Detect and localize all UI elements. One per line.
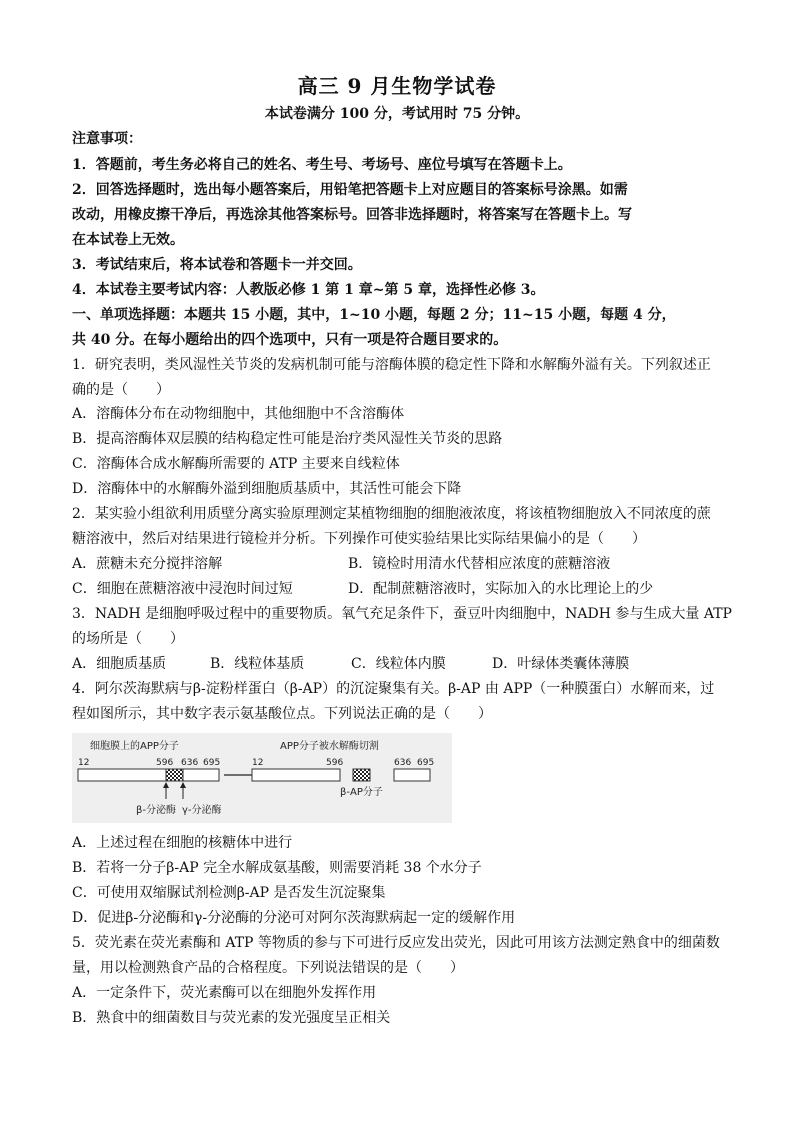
option-b: B．线粒体基质 bbox=[210, 656, 305, 672]
question-stem: 确的是（ ） bbox=[72, 382, 170, 398]
option-a: A．蔗糖未充分搅拌溶解 bbox=[72, 556, 223, 572]
app-n-fragment bbox=[252, 769, 340, 781]
notice-item: 1．答题前，考生务必将自己的姓名、考生号、考场号、座位号填写在答题卡上。 bbox=[72, 157, 572, 173]
app-diagram bbox=[72, 733, 452, 823]
section-heading: 共 40 分。在每小题给出的四个选项中，只有一项是符合题目要求的。 bbox=[72, 332, 508, 348]
notice-item: 2．回答选择题时，选出每小题答案后，用铅笔把答题卡上对应题目的答案标号涂黑。如需 bbox=[72, 182, 628, 198]
aa-position-695: 695 bbox=[203, 758, 221, 768]
beta-ap-label: β-AP分子 bbox=[340, 787, 383, 798]
beta-ap-segment bbox=[166, 769, 183, 781]
option-b: B．镜检时用清水代替相应浓度的蔗糖溶液 bbox=[348, 556, 611, 572]
exam-title: 高三 9 月生物学试卷 bbox=[297, 74, 497, 98]
option-d: D．促进β-分泌酶和γ-分泌酶的分泌可对阿尔茨海默病起一定的缓解作用 bbox=[72, 910, 516, 926]
app-segment-right bbox=[183, 769, 219, 781]
beta-secretase-label: β-分泌酶 bbox=[136, 805, 176, 816]
notice-item: 在本试卷上无效。 bbox=[72, 232, 184, 248]
app-segment-left bbox=[78, 769, 166, 781]
app-c-fragment bbox=[394, 769, 430, 781]
gamma-secretase-label: γ-分泌酶 bbox=[182, 805, 222, 816]
notice-item: 4．本试卷主要考试内容：人教版必修 1 第 1 章~第 5 章，选择性必修 3。 bbox=[72, 282, 545, 298]
option-d: D．叶绿体类囊体薄膜 bbox=[492, 656, 630, 672]
aa-position-596: 596 bbox=[156, 758, 174, 768]
aa-position-636: 636 bbox=[394, 758, 412, 768]
option-c: C．细胞在蔗糖溶液中浸泡时间过短 bbox=[72, 581, 293, 597]
question-stem: 量，用以检测熟食产品的合格程度。下列说法错误的是（ ） bbox=[72, 960, 464, 976]
option-c: C．可使用双缩脲试剂检测β-AP 是否发生沉淀聚集 bbox=[72, 885, 386, 901]
label-left: 细胞膜上的APP分子 bbox=[90, 741, 179, 752]
question-stem: 1．研究表明，类风湿性关节炎的发病机制可能与溶酶体膜的稳定性下降和水解酶外溢有关。下列叙述正 bbox=[72, 357, 711, 373]
option-a: A．上述过程在细胞的核糖体中进行 bbox=[72, 835, 293, 851]
option-c: C．溶酶体合成水解酶所需要的 ATP 主要来自线粒体 bbox=[72, 456, 400, 472]
option-b: B．熟食中的细菌数目与荧光素的发光强度呈正相关 bbox=[72, 1010, 391, 1026]
option-c: C．线粒体内膜 bbox=[351, 656, 446, 672]
aa-position-636: 636 bbox=[181, 758, 199, 768]
app-cleavage-figure bbox=[72, 733, 452, 823]
question-stem: 程如图所示，其中数字表示氨基酸位点。下列说法正确的是（ ） bbox=[72, 706, 492, 722]
option-a: A．溶酶体分布在动物细胞中，其他细胞中不含溶酶体 bbox=[72, 406, 405, 422]
aa-position-12: 12 bbox=[252, 758, 264, 768]
option-a: A．一定条件下，荧光素酶可以在细胞外发挥作用 bbox=[72, 985, 377, 1001]
option-b: B．提高溶酶体双层膜的结构稳定性可能是治疗类风湿性关节炎的思路 bbox=[72, 431, 503, 447]
option-a: A．细胞质基质 bbox=[72, 656, 167, 672]
beta-arrow-icon bbox=[163, 782, 169, 788]
question-stem: 糖溶液中，然后对结果进行镜检并分析。下列操作可使实验结果比实际结果偏小的是（ ） bbox=[72, 531, 646, 547]
notice-heading: 注意事项： bbox=[72, 131, 142, 147]
question-stem: 2．某实验小组欲利用质壁分离实验原理测定某植物细胞的细胞液浓度，将该植物细胞放入不同浓度的蔗 bbox=[72, 506, 711, 522]
question-stem: 5．荧光素在荧光素酶和 ATP 等物质的参与下可进行反应发出荧光，因此可用该方法测定熟食中的细菌数 bbox=[72, 935, 720, 951]
question-stem: 3．NADH 是细胞呼吸过程中的重要物质。氧气充足条件下，蚕豆叶肉细胞中，NADH 参与生成大量 ATP bbox=[72, 606, 732, 622]
section-heading: 一、单项选择题：本题共 15 小题，其中，1~10 小题，每题 2 分；11~15 小题，每题 4 分， bbox=[72, 307, 676, 323]
gamma-arrow-icon bbox=[180, 782, 186, 788]
option-d: D．溶酶体中的水解酶外溢到细胞质基质中，其活性可能会下降 bbox=[72, 481, 462, 497]
option-b: B．若将一分子β-AP 完全水解成氨基酸，则需要消耗 38 个水分子 bbox=[72, 860, 482, 876]
notice-item: 改动，用橡皮擦干净后，再选涂其他答案标号。回答非选择题时，将答案写在答题卡上。写 bbox=[72, 207, 632, 223]
aa-position-12: 12 bbox=[78, 758, 90, 768]
aa-position-695: 695 bbox=[417, 758, 435, 768]
label-right: APP分子被水解酶切割 bbox=[280, 741, 379, 752]
exam-subtitle: 本试卷满分 100 分，考试用时 75 分钟。 bbox=[264, 106, 530, 122]
question-stem: 4．阿尔茨海默病与β-淀粉样蛋白（β-AP）的沉淀聚集有关。β-AP 由 APP（一种膜蛋白）水解而来，过 bbox=[72, 681, 715, 697]
aa-position-596: 596 bbox=[326, 758, 344, 768]
beta-ap-fragment bbox=[353, 769, 370, 781]
question-stem: 的场所是（ ） bbox=[72, 631, 184, 647]
option-d: D．配制蔗糖溶液时，实际加入的水比理论上的少 bbox=[348, 581, 654, 597]
notice-item: 3．考试结束后，将本试卷和答题卡一并交回。 bbox=[72, 257, 362, 273]
